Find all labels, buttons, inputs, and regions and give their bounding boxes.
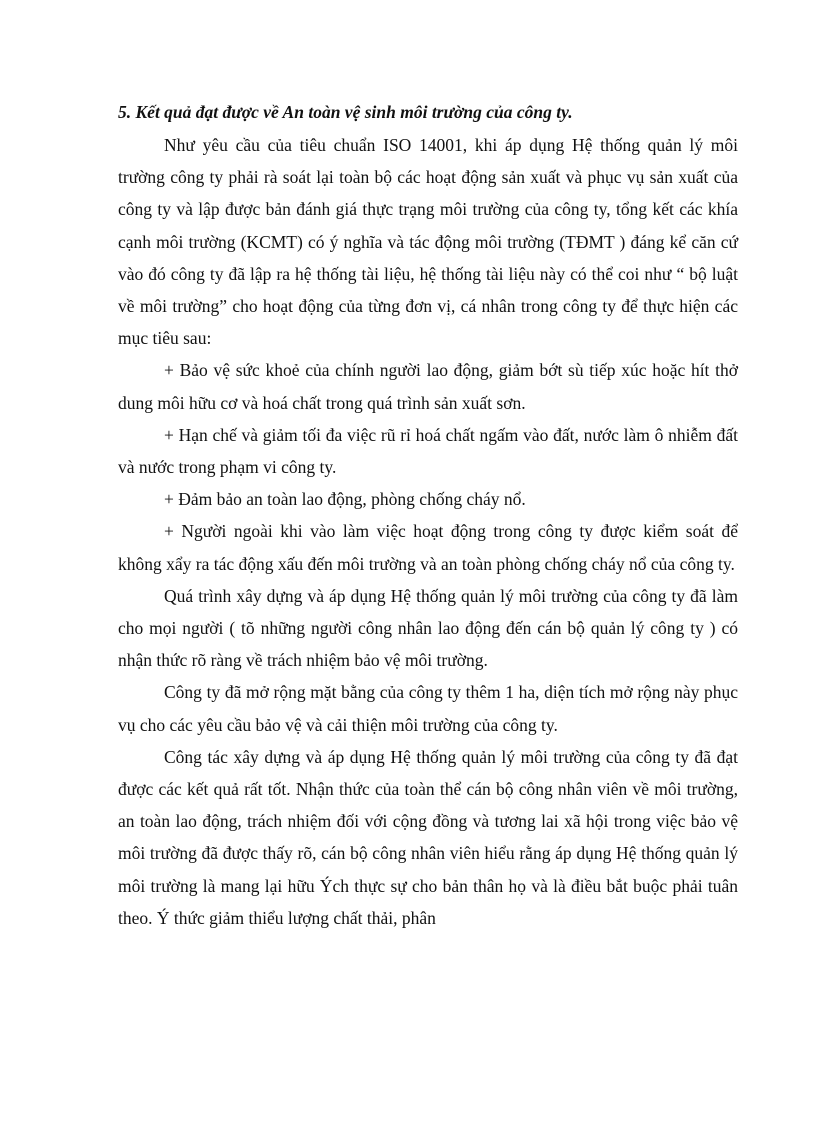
paragraph-expansion: Công ty đã mở rộng mặt bằng của công ty thêm 1 ha, diện tích mở rộng này phục vụ cho các yêu cầu bảo vệ và cải thiện môi trường của công ty. — [118, 682, 738, 735]
document-body — [118, 96, 738, 934]
paragraph-goal-fire-safety: + Đảm bảo an toàn lao động, phòng chống cháy nổ. — [164, 489, 526, 510]
paragraph-awareness: Quá trình xây dựng và áp dụng Hệ thống quản lý môi trường của công ty đã làm cho mọi người ( tõ những người công nhân lao động đến cán bộ quản lý công ty ) có nhận thức rõ ràng về trách nhiệm bảo vệ môi trường. — [118, 585, 738, 671]
paragraph-results: Công tác xây dựng và áp dụng Hệ thống quản lý môi trường của công ty đã đạt được các kết quả rất tốt. Nhận thức của toàn thể cán bộ công nhân viên về môi trường, an toàn lao động, trách nhiệm đối với cộng đồng và tương lai xã hội trong việc bảo vệ môi trường đã được thấy rõ, cán bộ công nhân viên hiểu rằng áp dụng Hệ thống quản lý môi trường là mang lại hữu Ých thực sự cho bản thân họ và là điều bắt buộc phải tuân theo. Ý thức giảm thiểu lượng chất thải, phân — [118, 746, 738, 928]
paragraph-goal-visitors: + Người ngoài khi vào làm việc hoạt động trong công ty được kiểm soát để không xẩy ra tác động xấu đến môi trường và an toàn phòng chống cháy nổ của công ty. — [118, 521, 738, 574]
paragraph-iso-requirements: Như yêu cầu của tiêu chuẩn ISO 14001, khi áp dụng Hệ thống quản lý môi trường công ty phải rà soát lại toàn bộ các hoạt động sản xuất và phục vụ sản xuất của công ty và lập được bản đánh giá thực trạng môi trường của công ty, tổng kết các khía cạnh môi trường (KCMT) có ý nghĩa và tác động môi trường (TĐMT ) đáng kể căn cứ vào đó công ty đã lập ra hệ thống tài liệu, hệ thống tài liệu này có thể coi như “ bộ luật về môi trường” cho hoạt động của từng đơn vị, cá nhân trong công ty để thực hiện các mục tiêu sau: — [118, 135, 738, 349]
paragraph-goal-chemical-leak: + Hạn chế và giảm tối đa việc rũ rỉ hoá chất ngấm vào đất, nước làm ô nhiễm đất và nước trong phạm vi công ty. — [118, 424, 738, 478]
section-heading: 5. Kết quả đạt được về An toàn vệ sinh môi trường của công ty. — [118, 102, 573, 122]
paragraph-goal-health: + Bảo vệ sức khoẻ của chính người lao động, giảm bớt sù tiếp xúc hoặc hít thở dung môi hữu cơ và hoá chất trong quá trình sản xuất sơn. — [118, 360, 738, 413]
